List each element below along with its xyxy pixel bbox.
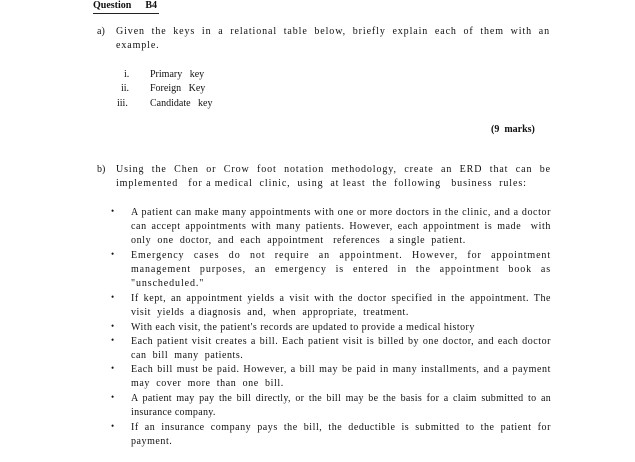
part-b-label: b) — [97, 164, 106, 175]
rule-item: Each patient visit creates a bill. Each patient visit is billed by one doctor, and each doctor can bill many patients. — [131, 336, 558, 361]
part-a-question: Given the keys in a relational table below, briefly explain each of them with an example. — [116, 26, 550, 51]
bullet-icon: • — [111, 392, 115, 402]
part-a-item-numeral: i. — [124, 69, 130, 80]
bullet-icon: • — [111, 335, 115, 345]
question-heading — [93, 0, 157, 11]
rule-item: Emergency cases do not require an appointment. However, for appointment management purposes, an emergency is entered in the appointment book as "unscheduled." — [131, 250, 551, 289]
rule-item: A patient can make many appointments with one or more doctors in the clinic, and a doctor can accept appointments with many patients. However, each appointment is made with only one doctor, and each appointment references a single patient. — [131, 207, 558, 246]
part-a-label: a) — [97, 26, 105, 37]
bullet-icon: • — [111, 249, 115, 259]
rule-item: A patient may pay the bill directly, or the bill may be the basis for a claim submitted to an insurance company. — [131, 393, 551, 418]
part-a-item-text: Foreign Key — [150, 83, 206, 94]
rule-item: If an insurance company pays the bill, the deductible is submitted to the patient for payment. — [131, 422, 551, 447]
bullet-icon: • — [111, 292, 115, 302]
part-b-question: Using the Chen or Crow foot notation methodology, create an ERD that can be implemented for a medical clinic, using at least the following business rules: — [116, 164, 555, 189]
heading-underline — [93, 13, 159, 14]
part-a-item-numeral: ii. — [121, 83, 130, 94]
rule-item: Each bill must be paid. However, a bill may be paid in many installments, and a payment may cover more than one bill. — [131, 364, 558, 389]
part-a-item-text: Candidate key — [150, 98, 213, 109]
bullet-icon: • — [111, 206, 115, 216]
part-a-item-numeral: iii. — [117, 98, 128, 109]
question-number: B4 — [145, 0, 158, 11]
part-a-item-text: Primary key — [150, 69, 205, 80]
rule-item: With each visit, the patient's records are updated to provide a medical history — [131, 322, 475, 333]
question-label: Question — [93, 0, 132, 11]
part-a-marks: (9 marks) — [491, 124, 535, 135]
rule-item: If kept, an appointment yields a visit with the doctor specified in the appointment. The visit yields a diagnosis and, when appropriate, treatment. — [131, 293, 558, 318]
bullet-icon: • — [111, 421, 115, 431]
bullet-icon: • — [111, 363, 115, 373]
bullet-icon: • — [111, 321, 115, 331]
